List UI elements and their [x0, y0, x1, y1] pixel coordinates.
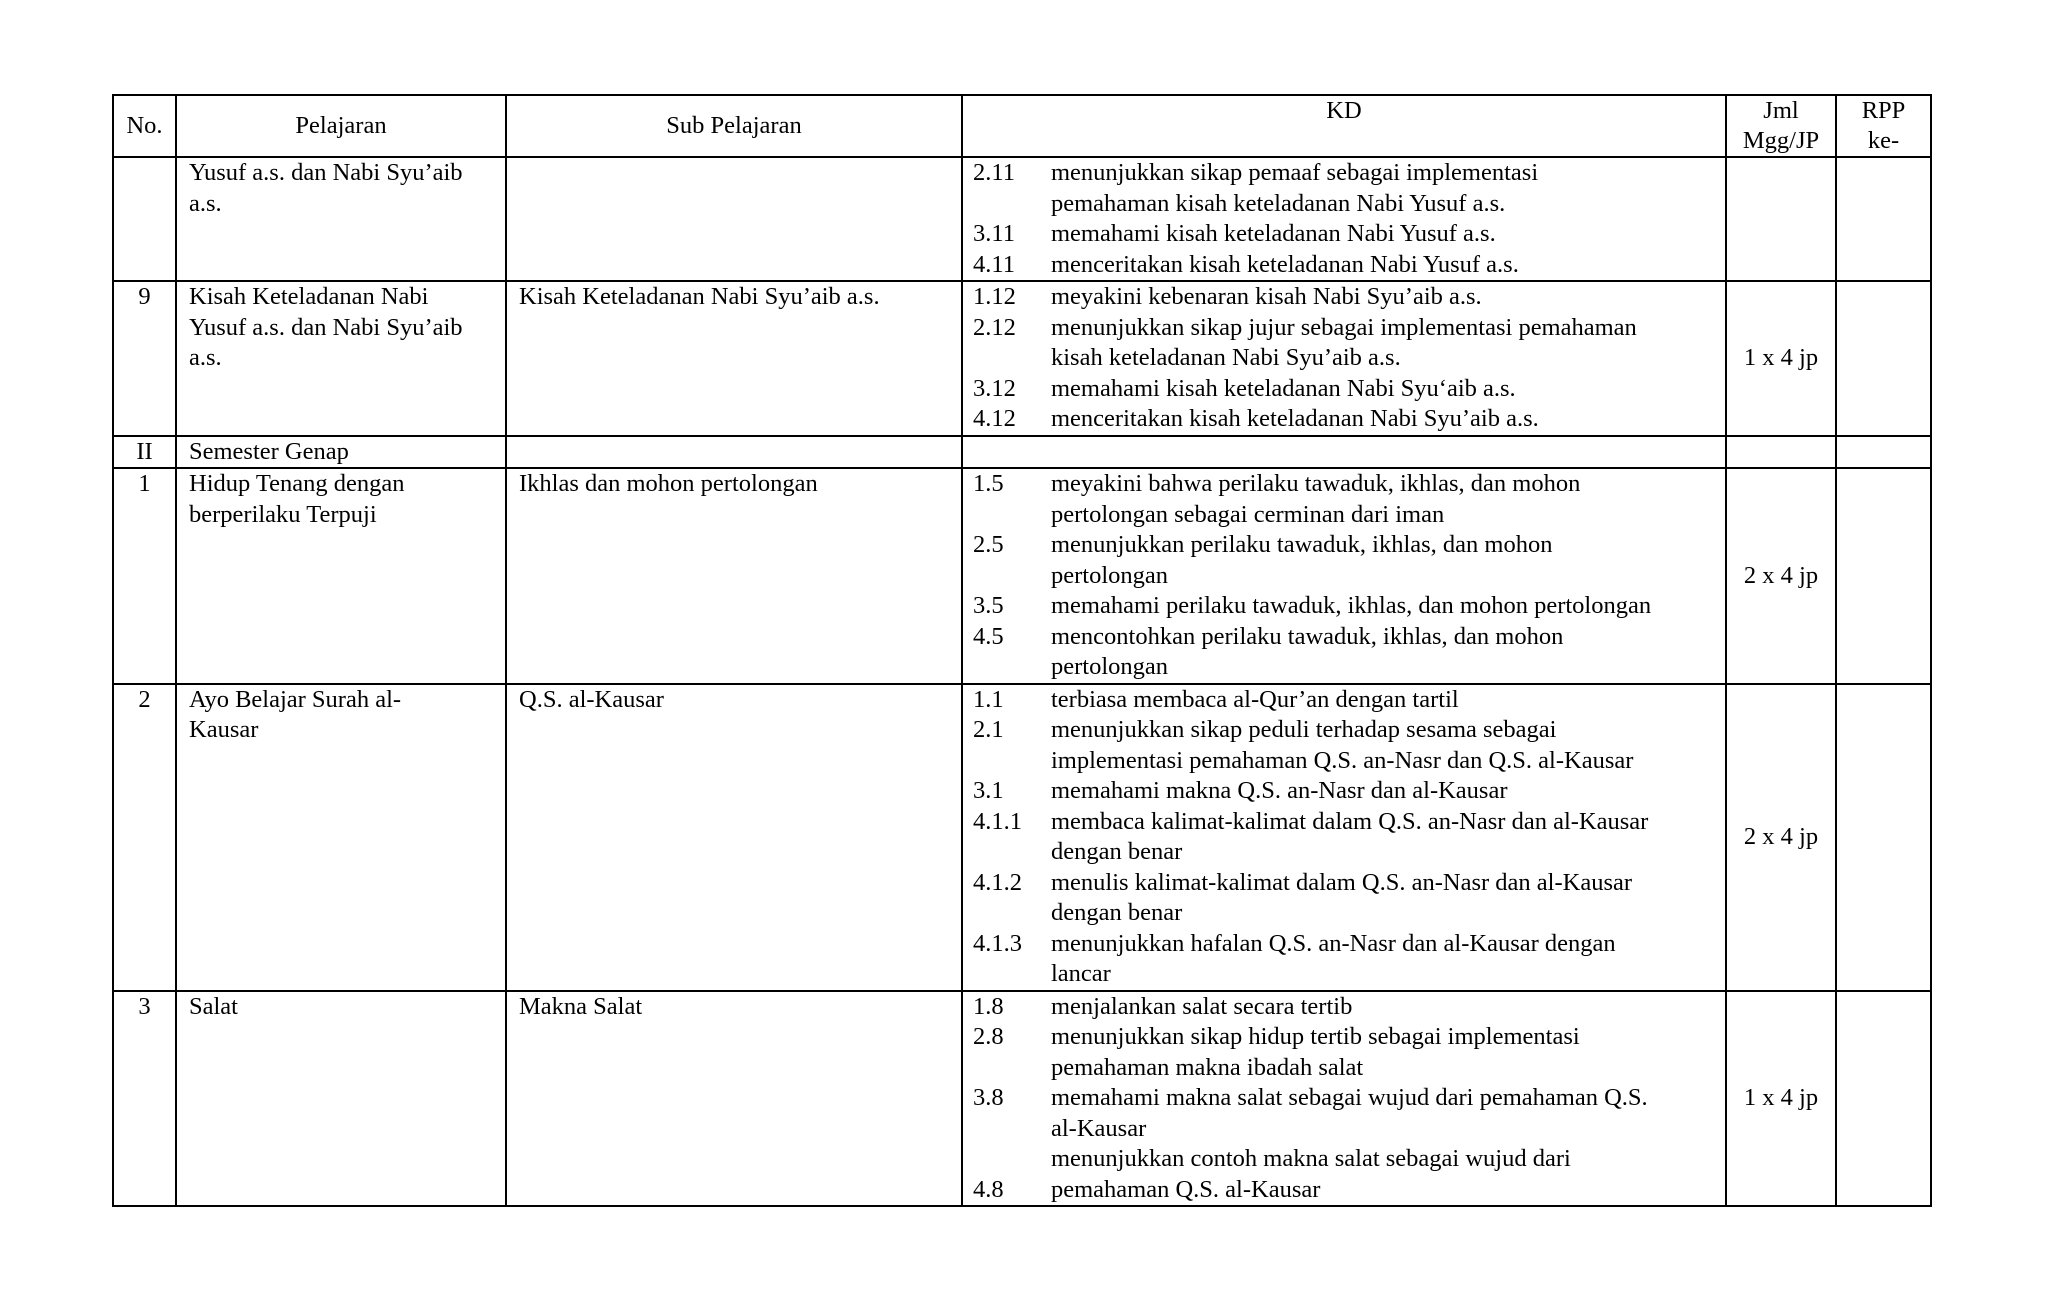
- cell-sub-pelajaran: [506, 468, 962, 684]
- sub-pelajaran-line: Kisah Keteladanan Nabi Syu’aib a.s.: [519, 283, 880, 310]
- kd-text-line: menceritakan kisah keteladanan Nabi Yusuf a.s.: [1051, 250, 1519, 278]
- cell-sub-pelajaran: [506, 684, 962, 991]
- kd-text-line: pemahaman makna ibadah salat: [1051, 1053, 1364, 1081]
- kd-text-line: menunjukkan hafalan Q.S. an-Nasr dan al-Kausar dengan: [1051, 929, 1616, 957]
- cell-sub-pelajaran: [506, 281, 962, 436]
- kd-text: [1051, 807, 1715, 868]
- kd-text-line: menunjukkan sikap pemaaf sebagai implementasi: [1051, 159, 1539, 186]
- kd-item: [973, 469, 1715, 530]
- cell-no: [113, 157, 176, 281]
- cell-sub-pelajaran: [506, 157, 962, 281]
- kd-code: 4.12: [973, 405, 1016, 432]
- cell-no: II: [113, 436, 176, 469]
- kd-text: [1051, 219, 1715, 250]
- kd-text-line: memahami perilaku tawaduk, ikhlas, dan mohon pertolongan: [1051, 592, 1652, 619]
- pelajaran-line: Yusuf a.s. dan Nabi Syu’aib: [189, 159, 463, 186]
- kd-item: [973, 158, 1715, 219]
- cell-rpp-ke: [1836, 436, 1931, 469]
- kd-item: [973, 622, 1715, 683]
- kd-item: [973, 1022, 1715, 1083]
- header-jml-line2: Mgg/JP: [1742, 127, 1820, 154]
- kd-code: 2.8: [973, 1023, 1004, 1050]
- kd-code: 4.11: [973, 250, 1015, 278]
- kd-item: [973, 530, 1715, 591]
- cell-rpp-ke: [1836, 468, 1931, 684]
- kd-item: [973, 282, 1715, 313]
- kd-text-line: menceritakan kisah keteladanan Nabi Syu’aib a.s.: [1051, 405, 1539, 432]
- kd-text: [1051, 469, 1715, 530]
- kd-text-line: menunjukkan perilaku tawaduk, ikhlas, dan mohon: [1051, 531, 1553, 558]
- kd-text: [1051, 404, 1715, 435]
- table-row: [113, 468, 1931, 684]
- kd-code: 2.1: [973, 716, 1004, 743]
- cell-jml-mgg-jp: 2 x 4 jp: [1726, 468, 1836, 684]
- header-rpp-line2: ke-: [1867, 127, 1900, 154]
- kd-text: [1051, 685, 1715, 716]
- kd-text-line: memahami makna Q.S. an-Nasr dan al-Kausar: [1051, 777, 1508, 804]
- kd-item: [973, 868, 1715, 929]
- table-row: [113, 991, 1931, 1207]
- table-header-row: [113, 95, 1931, 157]
- kd-code: 3.1: [973, 777, 1004, 804]
- header-sub-pelajaran: Sub Pelajaran: [506, 95, 962, 157]
- kd-code: 4.1.1: [973, 807, 1022, 835]
- table-body: [113, 157, 1931, 1206]
- cell-rpp-ke: [1836, 157, 1931, 281]
- table-row: [113, 684, 1931, 991]
- kd-text-line: al-Kausar: [1051, 1114, 1147, 1142]
- cell-kd: [962, 468, 1726, 684]
- kd-text-line: memahami makna salat sebagai wujud dari pemahaman Q.S.: [1051, 1084, 1648, 1111]
- kd-code: 3.11: [973, 220, 1015, 247]
- kd-code: 2.5: [973, 531, 1004, 558]
- cell-no: 9: [113, 281, 176, 436]
- kd-text-line: pemahaman kisah keteladanan Nabi Yusuf a.s.: [1051, 189, 1506, 217]
- cell-rpp-ke: [1836, 281, 1931, 436]
- kd-text: [1051, 282, 1715, 313]
- kd-text-line: implementasi pemahaman Q.S. an-Nasr dan Q.S. al-Kausar: [1051, 746, 1634, 774]
- header-kd: KD: [962, 95, 1726, 157]
- kd-code: 4.8: [973, 1175, 1004, 1203]
- kd-code: 4.1.2: [973, 868, 1022, 896]
- kd-text: [1051, 929, 1715, 990]
- pelajaran-line: Kausar: [189, 716, 259, 743]
- kd-code: 1.8: [973, 992, 1004, 1020]
- kd-text: [1051, 530, 1715, 591]
- header-jml-mgg-jp: [1726, 95, 1836, 157]
- kd-text-line: kisah keteladanan Nabi Syu’aib a.s.: [1051, 344, 1401, 371]
- cell-rpp-ke: [1836, 684, 1931, 991]
- curriculum-table: [112, 94, 1932, 1207]
- cell-kd: [962, 991, 1726, 1207]
- kd-text-line: dengan benar: [1051, 838, 1183, 865]
- kd-text-line: mencontohkan perilaku tawaduk, ikhlas, dan mohon: [1051, 622, 1564, 650]
- kd-text-line: menunjukkan sikap jujur sebagai implementasi pemahaman: [1051, 313, 1637, 341]
- kd-text-line: menjalankan salat secara tertib: [1051, 992, 1353, 1020]
- cell-sub-pelajaran: [506, 436, 962, 469]
- kd-text-line: menunjukkan sikap hidup tertib sebagai implementasi: [1051, 1023, 1580, 1050]
- kd-text: [1051, 591, 1715, 622]
- pelajaran-line: berperilaku Terpuji: [189, 500, 377, 528]
- kd-code: 2.11: [973, 159, 1015, 186]
- kd-item: [973, 992, 1715, 1023]
- semester-row: [113, 436, 1931, 469]
- sub-pelajaran-line: Q.S. al-Kausar: [519, 685, 664, 713]
- sub-pelajaran-line: Ikhlas dan mohon pertolongan: [519, 470, 818, 497]
- pelajaran-line: a.s.: [189, 189, 222, 217]
- cell-kd: [962, 281, 1726, 436]
- kd-text-line: meyakini bahwa perilaku tawaduk, ikhlas, dan mohon: [1051, 470, 1581, 497]
- header-no: No.: [113, 95, 176, 157]
- kd-code: 1.12: [973, 283, 1016, 310]
- kd-item: [973, 374, 1715, 405]
- pelajaran-line: Kisah Keteladanan Nabi: [189, 283, 429, 310]
- cell-jml-mgg-jp: 1 x 4 jp: [1726, 281, 1836, 436]
- kd-text-line: lancar: [1051, 960, 1111, 987]
- table-row: [113, 157, 1931, 281]
- kd-item: [973, 313, 1715, 374]
- cell-pelajaran: [176, 468, 506, 684]
- kd-item: [973, 807, 1715, 868]
- kd-code: 4.1.3: [973, 929, 1022, 957]
- cell-rpp-ke: [1836, 991, 1931, 1207]
- kd-text: [1051, 622, 1715, 683]
- kd-text: [1051, 715, 1715, 776]
- kd-text-line: menunjukkan contoh makna salat sebagai wujud dari: [1051, 1145, 1571, 1172]
- cell-jml-mgg-jp: 1 x 4 jp: [1726, 991, 1836, 1207]
- kd-item: [973, 929, 1715, 990]
- pelajaran-line: Hidup Tenang dengan: [189, 470, 405, 497]
- kd-text-line: menulis kalimat-kalimat dalam Q.S. an-Nasr dan al-Kausar: [1051, 868, 1633, 896]
- kd-text-line: memahami kisah keteladanan Nabi Syu‘aib a.s.: [1051, 374, 1516, 402]
- cell-kd: [962, 436, 1726, 469]
- cell-no: 2: [113, 684, 176, 991]
- kd-item: [973, 685, 1715, 716]
- kd-text-line: dengan benar: [1051, 899, 1183, 926]
- kd-item: [973, 776, 1715, 807]
- kd-code: 3.8: [973, 1084, 1004, 1111]
- cell-pelajaran: [176, 157, 506, 281]
- kd-text: [1051, 374, 1715, 405]
- kd-code: 2.12: [973, 313, 1016, 341]
- kd-item: [973, 219, 1715, 250]
- kd-item: [973, 404, 1715, 435]
- cell-no: 1: [113, 468, 176, 684]
- cell-kd: [962, 684, 1726, 991]
- kd-text: [1051, 992, 1715, 1023]
- kd-text-line: membaca kalimat-kalimat dalam Q.S. an-Nasr dan al-Kausar: [1051, 807, 1649, 835]
- kd-code: 3.5: [973, 592, 1004, 619]
- pelajaran-line: Salat: [189, 992, 238, 1020]
- pelajaran-line: a.s.: [189, 344, 222, 371]
- kd-text-line: pemahaman Q.S. al-Kausar: [1051, 1175, 1321, 1203]
- cell-sub-pelajaran: [506, 991, 962, 1207]
- kd-item: [973, 1144, 1715, 1205]
- cell-pelajaran: [176, 436, 506, 469]
- kd-text: [1051, 868, 1715, 929]
- kd-code: 1.1: [973, 685, 1004, 713]
- pelajaran-line: Yusuf a.s. dan Nabi Syu’aib: [189, 313, 463, 341]
- cell-pelajaran: [176, 991, 506, 1207]
- kd-item: [973, 250, 1715, 281]
- cell-jml-mgg-jp: [1726, 436, 1836, 469]
- kd-item: [973, 1083, 1715, 1144]
- cell-no: 3: [113, 991, 176, 1207]
- kd-item: [973, 715, 1715, 776]
- pelajaran-line: Semester Genap: [189, 437, 349, 465]
- kd-text: [1051, 250, 1715, 281]
- kd-text-line: terbiasa membaca al-Qur’an dengan tartil: [1051, 685, 1459, 713]
- sub-pelajaran-line: Makna Salat: [519, 992, 643, 1020]
- cell-pelajaran: [176, 281, 506, 436]
- kd-text: [1051, 776, 1715, 807]
- kd-text: [1051, 1083, 1715, 1144]
- pelajaran-line: Ayo Belajar Surah al-: [189, 685, 402, 713]
- cell-kd: [962, 157, 1726, 281]
- kd-text: [1051, 158, 1715, 219]
- kd-text-line: meyakini kebenaran kisah Nabi Syu’aib a.s.: [1051, 283, 1482, 310]
- cell-jml-mgg-jp: 2 x 4 jp: [1726, 684, 1836, 991]
- kd-text-line: pertolongan: [1051, 561, 1169, 589]
- kd-code: 1.5: [973, 470, 1004, 497]
- kd-item: [973, 591, 1715, 622]
- kd-text: [1051, 1022, 1715, 1083]
- header-pelajaran: Pelajaran: [176, 95, 506, 157]
- kd-text-line: pertolongan sebagai cerminan dari iman: [1051, 500, 1445, 528]
- header-jml-line1: Jml: [1763, 97, 1799, 124]
- kd-text-line: menunjukkan sikap peduli terhadap sesama sebagai: [1051, 716, 1557, 743]
- header-rpp-line1: RPP: [1861, 97, 1906, 124]
- table-row: [113, 281, 1931, 436]
- header-rpp-ke: [1836, 95, 1931, 157]
- kd-text-line: memahami kisah keteladanan Nabi Yusuf a.s.: [1051, 220, 1496, 247]
- kd-code: 4.5: [973, 622, 1004, 650]
- cell-pelajaran: [176, 684, 506, 991]
- kd-text: [1051, 313, 1715, 374]
- cell-jml-mgg-jp: [1726, 157, 1836, 281]
- kd-text: [1051, 1144, 1715, 1205]
- kd-code: 3.12: [973, 374, 1016, 402]
- kd-text-line: pertolongan: [1051, 653, 1169, 680]
